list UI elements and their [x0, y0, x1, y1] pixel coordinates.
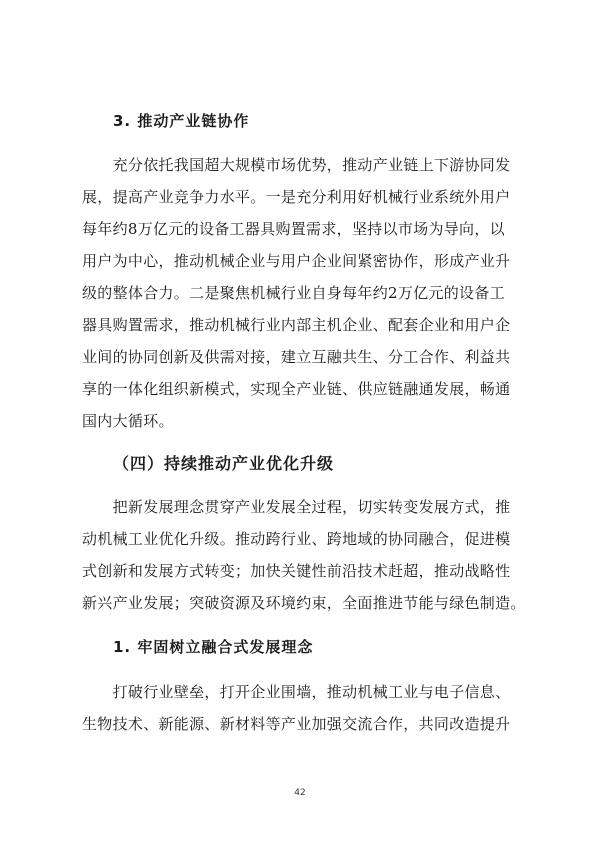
section-heading-1: 1. 牢固树立融合式发展理念	[113, 638, 314, 656]
section-heading-3: 3. 推动产业链协作	[113, 112, 250, 130]
text-line: 式创新和发展方式转变；加快关键性前沿技术赶超，推动战略性	[82, 562, 511, 580]
page-number: 42	[294, 788, 306, 798]
text-line: 动机械工业优化升级。推动跨行业、跨地域的协同融合，促进模	[82, 530, 511, 548]
text-line: 用户为中心，推动机械企业与用户企业间紧密协作，形成产业升	[82, 252, 511, 270]
paragraph-optimization	[82, 491, 526, 619]
text-line: 国内大循环。	[82, 412, 174, 430]
text-line: 享的一体化组织新模式，实现全产业链、供应链融通发展，畅通	[82, 380, 511, 398]
text-line: 充分依托我国超大规模市场优势，推动产业链上下游协同发	[82, 156, 511, 174]
text-line: 级的整体合力。二是聚焦机械行业自身每年约2万亿元的设备工	[82, 284, 505, 302]
text-line: 每年约8万亿元的设备工器具购置需求，坚持以市场为导向，以	[82, 220, 505, 238]
text-line: 业间的协同创新及供需对接，建立互融共生、分工合作、利益共	[82, 348, 511, 366]
text-line: 展，提高产业竞争力水平。一是充分利用好机械行业系统外用户	[82, 188, 511, 206]
paragraph-integration	[82, 676, 522, 740]
section-heading-4: （四）持续推动产业优化升级	[113, 454, 335, 473]
text-line: 把新发展理念贯穿产业发展全过程，切实转变发展方式，推	[82, 498, 511, 516]
text-line: 器具购置需求，推动机械行业内部主机企业、配套企业和用户企	[82, 316, 511, 334]
paragraph-industry-chain	[82, 149, 522, 437]
text-line: 生物技术、新能源、新材料等产业加强交流合作，共同改造提升	[82, 715, 511, 733]
text-line: 新兴产业发展；突破资源及环境约束，全面推进节能与绿色制造。	[82, 594, 526, 612]
text-line: 打破行业壁垒，打开企业围墙，推动机械工业与电子信息、	[82, 683, 511, 701]
